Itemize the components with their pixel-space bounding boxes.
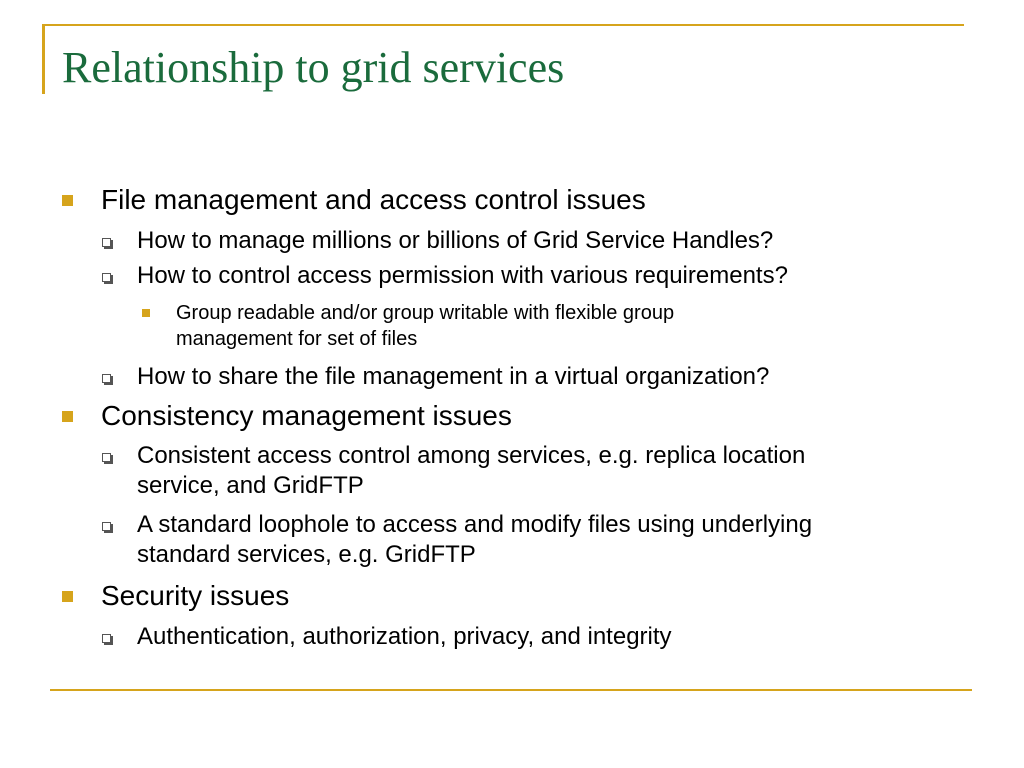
bullet-text: How to share the file management in a virtual organization? — [137, 363, 770, 390]
square-bullet-icon — [62, 591, 73, 602]
bullet-file-management — [101, 184, 646, 216]
footer-accent-line — [50, 689, 972, 691]
bullet-text: How to control access permission with various requirements? — [137, 262, 788, 289]
title-accent-vertical-line — [42, 24, 45, 94]
bullet-text: Consistency management issues — [101, 400, 512, 431]
bullet-text-line: management for set of files — [176, 328, 418, 350]
hollow-square-bullet-icon — [102, 453, 111, 462]
subbullet-access-permission — [137, 261, 788, 291]
square-bullet-icon — [142, 309, 150, 317]
subbullet-consistent-access-control — [137, 441, 805, 501]
bullet-text: File management and access control issues — [101, 184, 646, 215]
bullet-text: Authentication, authorization, privacy, and integrity — [137, 623, 672, 650]
bullet-security-issues — [101, 580, 289, 612]
square-bullet-icon — [62, 195, 73, 206]
hollow-square-bullet-icon — [102, 634, 111, 643]
bullet-text-line: A standard loophole to access and modify files using underlying — [137, 511, 813, 538]
subbullet-virtual-organization — [137, 362, 769, 392]
square-bullet-icon — [62, 411, 73, 422]
bullet-text-line: Consistent access control among services, e.g. replica location — [137, 442, 806, 469]
subbullet-grid-service-handles — [137, 226, 773, 256]
hollow-square-bullet-icon — [102, 238, 111, 247]
subsubbullet-group-readable — [176, 300, 674, 352]
subbullet-standard-loophole — [137, 510, 812, 570]
bullet-text-line: Group readable and/or group writable with flexible group — [176, 302, 675, 324]
subbullet-authentication — [137, 622, 672, 652]
bullet-text: How to manage millions or billions of Grid Service Handles? — [137, 227, 774, 254]
title-accent-top-line — [42, 24, 964, 26]
slide-title: Relationship to grid services — [62, 43, 565, 92]
bullet-text: Security issues — [101, 580, 290, 611]
bullet-consistency-management — [101, 400, 512, 432]
bullet-text-line: service, and GridFTP — [137, 472, 364, 499]
hollow-square-bullet-icon — [102, 374, 111, 383]
hollow-square-bullet-icon — [102, 273, 111, 282]
bullet-text-line: standard services, e.g. GridFTP — [137, 541, 476, 568]
hollow-square-bullet-icon — [102, 522, 111, 531]
